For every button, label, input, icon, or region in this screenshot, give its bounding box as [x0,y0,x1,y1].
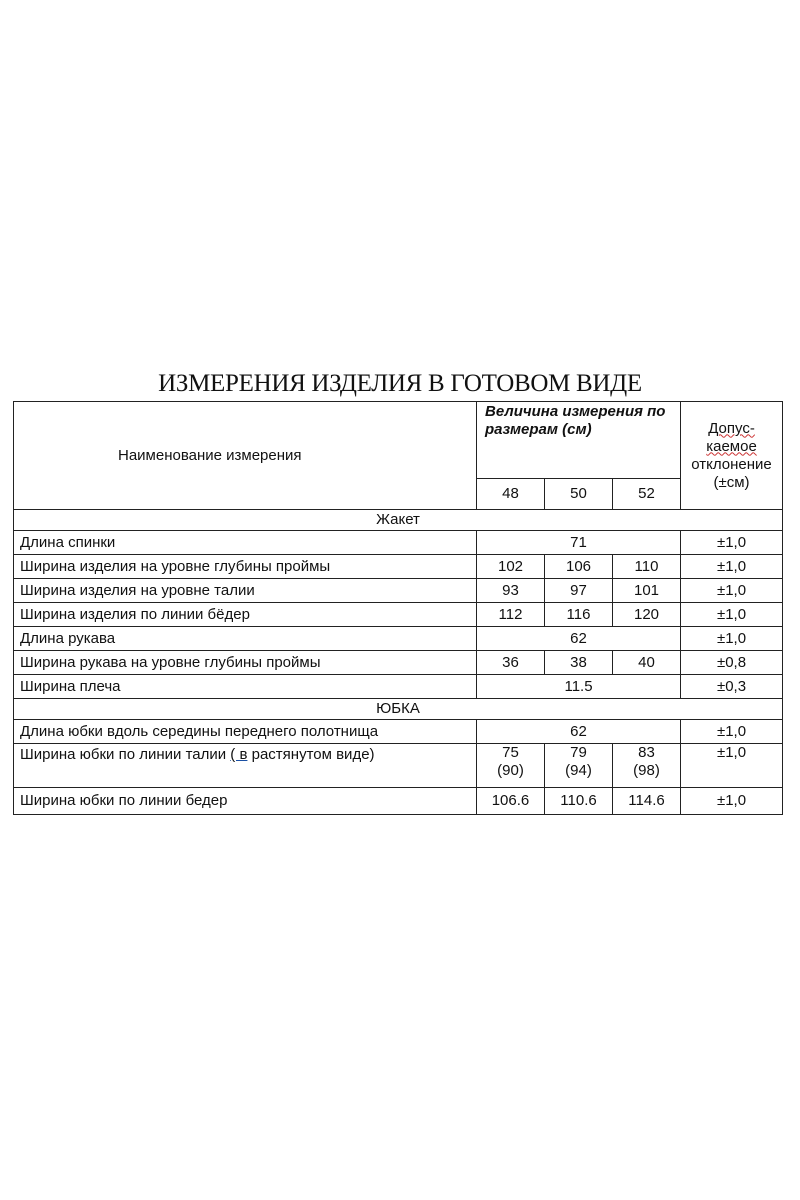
row-tolerance: ±1,0 [681,555,783,579]
table-row [14,651,783,675]
row-value-48: 36 [477,651,545,675]
table-row [14,744,783,788]
document-title: ИЗМЕРЕНИЯ ИЗДЕЛИЯ В ГОТОВОМ ВИДЕ [158,370,642,397]
row-value-50-stretched: (94) [565,762,592,779]
row-value-48: 102 [477,555,545,579]
row-tolerance: ±1,0 [681,627,783,651]
row-name: Длина спинки [14,531,477,555]
row-tolerance: ±1,0 [681,531,783,555]
row-value-52: 40 [613,651,681,675]
row-value-50-main: 79 [570,744,587,761]
row-value-52 [613,744,681,788]
row-name: Длина рукава [14,627,477,651]
row-value-48: 106.6 [477,788,545,815]
row-value-48-main: 75 [502,744,519,761]
row-merged-value: 71 [477,531,681,555]
section-label-skirt: ЮБКА [14,699,783,720]
row-tolerance: ±1,0 [681,744,783,788]
row-merged-value: 62 [477,720,681,744]
table-row [14,788,783,815]
section-label-jacket: Жакет [14,510,783,531]
row-value-52-stretched: (98) [633,762,660,779]
row-name [14,744,477,788]
table-row [14,579,783,603]
header-tolerance-line3: отклонение [691,455,772,473]
row-value-52: 114.6 [613,788,681,815]
row-name: Длина юбки вдоль середины переднего полотнища [14,720,477,744]
table-row [14,720,783,744]
header-tolerance-line1: Допус- [708,419,755,437]
row-value-48 [477,744,545,788]
measurements-table [13,401,783,815]
row-value-48: 112 [477,603,545,627]
row-value-52-main: 83 [638,744,655,761]
row-name: Ширина рукава на уровне глубины проймы [14,651,477,675]
section-row-skirt [14,699,783,720]
row-merged-value: 62 [477,627,681,651]
header-tolerance-line2: каемое [706,437,757,455]
row-value-48: 93 [477,579,545,603]
row-name-link: ( в [230,746,248,763]
row-tolerance: ±1,0 [681,788,783,815]
row-value-50 [545,744,613,788]
table-header-row [14,402,783,479]
header-tolerance-line4: (±см) [713,473,750,491]
header-tolerance [681,402,783,510]
row-value-50: 97 [545,579,613,603]
table-row [14,531,783,555]
row-value-50: 106 [545,555,613,579]
size-52-header: 52 [613,479,681,510]
row-tolerance: ±1,0 [681,579,783,603]
row-tolerance: ±1,0 [681,603,783,627]
header-name-column: Наименование измерения [14,402,477,510]
row-name-main: Ширина юбки по линии талии [20,746,231,763]
row-value-52: 110 [613,555,681,579]
row-name: Ширина изделия на уровне талии [14,579,477,603]
row-value-50: 38 [545,651,613,675]
row-tolerance: ±0,8 [681,651,783,675]
size-48-header: 48 [477,479,545,510]
row-name: Ширина плеча [14,675,477,699]
row-value-52: 120 [613,603,681,627]
row-tolerance: ±0,3 [681,675,783,699]
table-row [14,675,783,699]
size-50-header: 50 [545,479,613,510]
table-row [14,627,783,651]
row-name: Ширина изделия на уровне глубины проймы [14,555,477,579]
row-name: Ширина изделия по линии бёдер [14,603,477,627]
row-merged-value: 11.5 [477,675,681,699]
row-tolerance: ±1,0 [681,720,783,744]
table-row [14,603,783,627]
section-row-jacket [14,510,783,531]
row-value-50: 116 [545,603,613,627]
row-value-48-stretched: (90) [497,762,524,779]
header-sizes-caption: Величина измерения по размерам (см) [477,402,681,479]
row-value-52: 101 [613,579,681,603]
row-name-tail: растянутом виде) [247,746,375,763]
row-name: Ширина юбки по линии бедер [14,788,477,815]
row-value-50: 110.6 [545,788,613,815]
table-row [14,555,783,579]
